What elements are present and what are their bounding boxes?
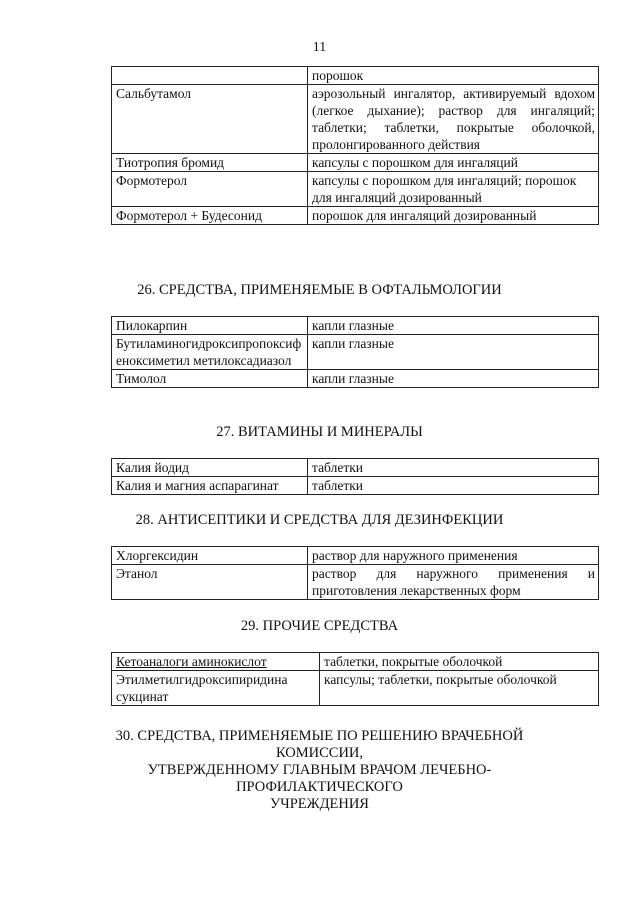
table-row [112,459,599,477]
section-heading-29: 29. ПРОЧИЕ СРЕДСТВА [240,618,399,634]
section-heading-28: 28. АНТИСЕПТИКИ И СРЕДСТВА ДЛЯ ДЕЗИНФЕКЦИИ [135,512,504,528]
table-top [111,66,599,225]
table-section-29 [111,652,599,706]
table-row [112,85,599,154]
table-section-26 [111,316,599,388]
table-row [112,671,599,706]
heading-line: УЧРЕЖДЕНИЯ [270,796,369,812]
page-number: 11 [312,40,327,55]
drug-name: Этанол [112,565,308,600]
table-section-27 [111,458,599,495]
drug-name [112,67,308,85]
drug-form: таблетки, покрытые оболочкой [320,653,599,671]
drug-form: таблетки [308,459,599,477]
drug-form: капли глазные [308,317,599,335]
drug-name: Тимолол [112,370,308,388]
heading-line: УТВЕРЖДЕННОМУ ГЛАВНЫМ ВРАЧОМ ЛЕЧЕБНО- [147,762,492,778]
drug-name: Кетоаналоги аминокислот [112,653,320,671]
table-row [112,154,599,172]
table-row [112,565,599,600]
drug-name: Тиотропия бромид [112,154,308,172]
table-row [112,653,599,671]
table-row [112,547,599,565]
drug-form: капсулы с порошком для ингаляций [308,154,599,172]
drug-form: капсулы с порошком для ингаляций; порошок для ингаляций дозированный [308,172,599,207]
drug-form: порошок для ингаляций дозированный [308,207,599,225]
heading-line: 30. СРЕДСТВА, ПРИМЕНЯЕМЫЕ ПО РЕШЕНИЮ ВРАЧЕБНОЙ [115,728,524,744]
table-row [112,67,599,85]
section-heading-27: 27. ВИТАМИНЫ И МИНЕРАЛЫ [216,424,423,440]
drug-name: Формотерол + Будесонид [112,207,308,225]
drug-name: Калия и магния аспарагинат [112,477,308,495]
table-row [112,335,599,370]
drug-form: аэрозольный ингалятор, активируемый вдохом (легкое дыхание); раствор для ингаляций; таблетки; таблетки, покрытые оболочкой, пролонгированного действия [308,85,599,154]
drug-form: капли глазные [308,370,599,388]
drug-name: Пилокарпин [112,317,308,335]
heading-line: ПРОФИЛАКТИЧЕСКОГО [236,779,403,795]
table-row [112,317,599,335]
drug-name: Этилметилгидроксипиридина сукцинат [112,671,320,706]
table-row [112,370,599,388]
heading-line: КОМИССИИ, [275,745,364,761]
drug-form: раствор для наружного применения и приготовления лекарственных форм [308,565,599,600]
table-row [112,207,599,225]
drug-form: таблетки [308,477,599,495]
drug-name: Хлоргексидин [112,547,308,565]
drug-name: Формотерол [112,172,308,207]
drug-form: капсулы; таблетки, покрытые оболочкой [320,671,599,706]
table-row [112,172,599,207]
drug-form: раствор для наружного применения [308,547,599,565]
table-section-28 [111,546,599,600]
drug-name: Бутиламиногидроксипропоксифеноксиметил метилоксадиазол [112,335,308,370]
section-heading-30 [0,728,639,813]
section-heading-26: 26. СРЕДСТВА, ПРИМЕНЯЕМЫЕ В ОФТАЛЬМОЛОГИИ [137,282,502,298]
table-row [112,477,599,495]
drug-name: Сальбутамол [112,85,308,154]
drug-form: порошок [308,67,599,85]
drug-form: капли глазные [308,335,599,370]
drug-name: Калия йодид [112,459,308,477]
